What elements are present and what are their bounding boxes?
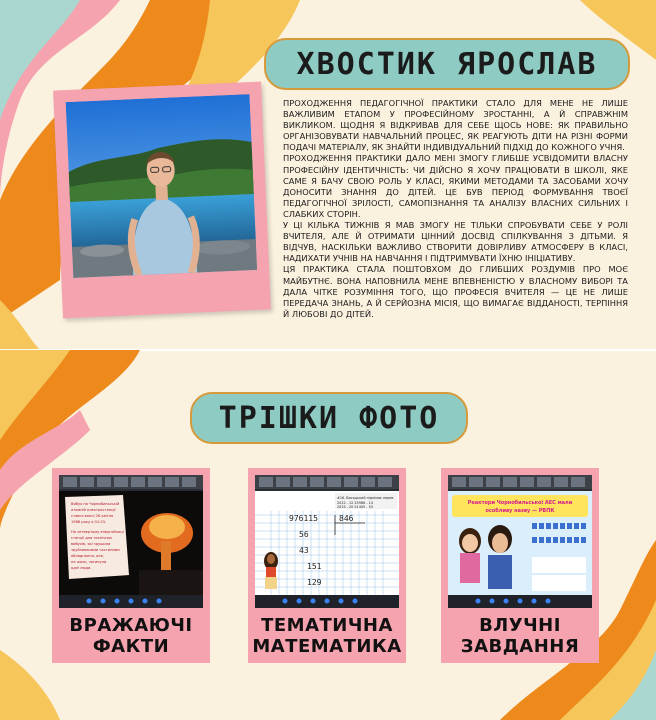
portrait-frame <box>53 82 271 319</box>
svg-text:зруйнованими частинами: зруйнованими частинами <box>71 548 120 552</box>
svg-text:#16. Висоцький піднімає перев: #16. Висоцький піднімає перев <box>337 496 394 500</box>
portrait-photo <box>66 94 258 278</box>
svg-text:56: 56 <box>299 530 309 539</box>
photo-card-facts <box>52 468 210 663</box>
caption-line-1: ТЕМАТИЧНА <box>261 614 393 636</box>
name-title-pill <box>264 38 630 90</box>
photo-card-math <box>248 468 406 663</box>
svg-text:1986 року о 01:23.: 1986 року о 01:23. <box>71 520 107 524</box>
bio-paragraph-3: У ЦІ КІЛЬКА ТИЖНІВ Я МАВ ЗМОГУ НЕ ТІЛЬКИ СПРОБУВАТИ СЕБЕ У РОЛІ ВЧИТЕЛЯ, АЛЕ Й ОТРИМАТИ ЦІННИЙ ДОСВІД СПІЛКУВАННЯ З ДІТЬМИ. Я ВІДЧУВ, НАСКІЛЬКИ ВАЖЛИВО СТВОРИТИ ДОВІРЛИВУ АТМОСФЕРУ В КЛАСІ, НАДИХАТИ УЧНІВ НА НАВЧАННЯ І ПІДТРИМУВАТИ ЇХНЮ ІНІЦІАТИВУ. <box>283 220 628 264</box>
name-title: ХВОСТИК ЯРОСЛАВ <box>296 46 598 82</box>
photo-screenshot-tasks <box>448 475 592 608</box>
svg-text:станції для технічних: станції для технічних <box>71 536 113 540</box>
svg-text:2022 - 12 25986 - 14: 2022 - 12 25986 - 14 <box>337 501 373 505</box>
svg-text:На четвертому енергоблоці: На четвертому енергоблоці <box>71 530 124 534</box>
svg-text:обладнання, але,: обладнання, але, <box>71 554 104 558</box>
top-section <box>0 0 656 350</box>
card-caption-tasks <box>441 608 599 663</box>
svg-text:976115: 976115 <box>289 514 318 523</box>
caption-line-1: ВЛУЧНІ <box>479 614 561 636</box>
zoom-slide-math <box>255 475 399 608</box>
zoom-slide-tasks <box>448 475 592 608</box>
svg-text:2025 - 20 51405 - 53: 2025 - 20 51405 - 53 <box>337 505 373 509</box>
bio-paragraph-1: ПРОХОДЖЕННЯ ПЕДАГОГІЧНОЇ ПРАКТИКИ СТАЛО ДЛЯ МЕНЕ НЕ ЛИШЕ ВАЖЛИВИМ ЕТАПОМ У ПРОФЕСІЙНОМУ ЗРОСТАННІ, А Й СПРАВЖНІМ ВИКЛИКОМ. ЩОДНЯ Я ВІДКРИВАВ ДЛЯ СЕБЕ ЩОСЬ НОВЕ: ЯК ПРАВИЛЬНО ОРГАНІЗОВУВАТИ НАВЧАЛЬНИЙ ПРОЦЕС, ЯК РЕАГУЮТЬ ДІТИ НА РІЗНІ ФОРМИ ПОДАЧІ МАТЕРІАЛУ, ЯК ЗНАЙТИ ІНДИВІДУАЛЬНИЙ ПІДХІД ДО КОЖНОГО УЧНЯ. <box>283 98 628 153</box>
caption-line-2: МАТЕМАТИКА <box>252 635 402 657</box>
svg-text:129: 129 <box>307 578 322 587</box>
caption-line-1: ВРАЖАЮЧІ <box>69 614 193 636</box>
svg-text:особливу назву — РВПК: особливу назву — РВПК <box>485 508 555 514</box>
svg-text:вибухів, які зрушили: вибухів, які зрушили <box>71 542 111 546</box>
zoom-slide-facts <box>59 475 203 608</box>
photos-title: ТРІШКИ ФОТО <box>218 400 440 436</box>
caption-line-2: ЗАВДАННЯ <box>460 635 580 657</box>
svg-text:846: 846 <box>339 514 354 523</box>
svg-text:стався вночі 26 квітня: стався вночі 26 квітня <box>71 514 114 518</box>
photo-card-tasks <box>441 468 599 663</box>
svg-text:одні люди.: одні люди. <box>71 566 92 570</box>
caption-line-2: ФАКТИ <box>92 635 170 657</box>
bio-paragraph-4: ЦЯ ПРАКТИКА СТАЛА ПОШТОВХОМ ДО ГЛИБШИХ РОЗДУМІВ ПРО МОЄ МАЙБУТНЄ. ВОНА НАПОВНИЛА МЕНЕ ВПЕВНЕНІСТЮ У ВЛАСНОМУ ВИБОРІ ТА ДАЛА ЧІТКЕ РОЗУМІННЯ ТОГО, ЩО ПРОФЕСІЯ ВЧИТЕЛЯ — ЦЕ НЕ ЛИШЕ ПЕРЕДАЧА ЗНАНЬ, А Й СЕРЙОЗНА МІСІЯ, ЩО ВИМАГАЄ ВІДДАНОСТІ, ТЕРПІННЯ Й ЛЮБОВІ ДО ДІТЕЙ. <box>283 264 628 319</box>
card-caption-facts <box>52 608 210 663</box>
svg-text:Реактори Чорнобильської АЕС ма: Реактори Чорнобильської АЕС мали <box>467 500 573 506</box>
card-caption-math <box>248 608 406 663</box>
photo-screenshot-math <box>255 475 399 608</box>
svg-text:43: 43 <box>299 546 309 555</box>
svg-text:151: 151 <box>307 562 322 571</box>
photos-title-pill <box>190 392 468 444</box>
svg-text:атомній електростанції: атомній електростанції <box>71 508 116 512</box>
bio-text <box>283 98 628 320</box>
svg-text:на жаль, загинули: на жаль, загинули <box>71 560 107 564</box>
bio-paragraph-2: ПРОХОДЖЕННЯ ПРАКТИКИ ДАЛО МЕНІ ЗМОГУ ГЛИБШЕ УСВІДОМИТИ ВЛАСНУ ПРОФЕСІЙНУ ІДЕНТИЧНІСТЬ: ЧИ ДІЙСНО Я ХОЧУ ПРАЦЮВАТИ В ШКОЛІ, ЯКЕ САМЕ Я БАЧУ СВОЮ РОЛЬ У КЛАСІ, ЯКИМИ МЕТОДАМИ ТА ЗАСОБАМИ ХОЧУ ДОНОСИТИ ЗНАННЯ ДО ДІТЕЙ. ЦЕ БУВ ПЕРІОД ФОРМУВАННЯ ТВОЄЇ ПЕДАГОГІЧНОЇ ЗРІЛОСТІ, САМОПІЗНАННЯ ТА АНАЛІЗУ ВЛАСНИХ СИЛЬНИХ І СЛАБКИХ СТОРІН. <box>283 153 628 219</box>
svg-text:Вибух на Чорнобильській: Вибух на Чорнобильській <box>71 502 120 506</box>
photo-screenshot-facts <box>59 475 203 608</box>
